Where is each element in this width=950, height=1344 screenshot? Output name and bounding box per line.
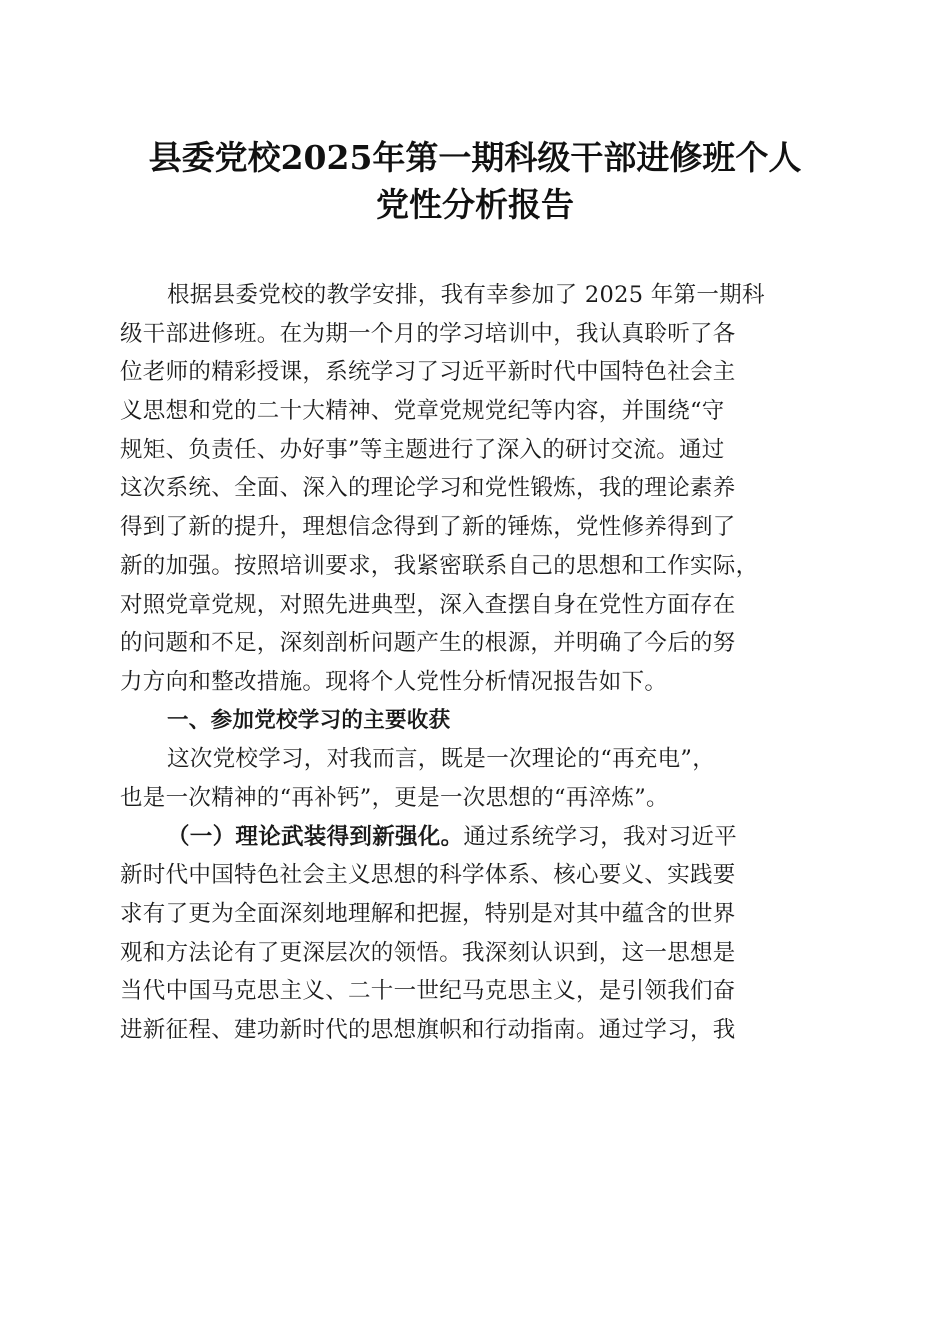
document-title (100, 134, 850, 228)
body-line: 位老师的精彩授课，系统学习了习近平新时代中国特色社会主 (120, 359, 736, 386)
subsection-first-line-text: 通过系统学习，我对习近平 (463, 823, 738, 850)
body-line: 的问题和不足，深刻剖析问题产生的根源，并明确了今后的努 (120, 630, 736, 657)
body-line: 当代中国马克思主义、二十一世纪马克思主义，是引领我们奋 (120, 978, 736, 1005)
body-line: 这次系统、全面、深入的理论学习和党性锻炼，我的理论素养 (120, 475, 736, 502)
body-line: 力方向和整改措施。现将个人党性分析情况报告如下。 (120, 668, 668, 695)
body-line: 这次党校学习，对我而言，既是一次理论的“再充电”， (167, 746, 716, 773)
body-line: 观和方法论有了更深层次的领悟。我深刻认识到，这一思想是 (120, 939, 736, 966)
subsection-heading: （一）理论武装得到新强化。 (167, 823, 464, 850)
body-line: 级干部进修班。在为期一个月的学习培训中，我认真聆听了各 (120, 320, 736, 347)
title-line-1: 县委党校2025年第一期科级干部进修班个人 (148, 138, 802, 177)
body-line: 也是一次精神的“再补钙”，更是一次思想的“再淬炼”。 (120, 784, 669, 811)
body-line: 得到了新的提升，理想信念得到了新的锤炼，党性修养得到了 (120, 514, 736, 541)
document-body (120, 276, 828, 1050)
body-line: 新的加强。按照培训要求，我紧密联系自己的思想和工作实际， (120, 552, 759, 579)
body-line: 对照党章党规，对照先进典型，深入查摆自身在党性方面存在 (120, 591, 736, 618)
body-line: 义思想和党的二十大精神、党章党规党纪等内容，并围绕“守 (120, 398, 725, 425)
section-heading: 一、参加党校学习的主要收获 (167, 707, 451, 733)
body-line: 新时代中国特色社会主义思想的科学体系、核心要义、实践要 (120, 862, 736, 889)
body-line: 根据县委党校的教学安排，我有幸参加了 2025 年第一期科 (167, 282, 765, 308)
body-line: 规矩、负责任、办好事”等主题进行了深入的研讨交流。通过 (120, 436, 725, 463)
body-line: 进新征程、建功新时代的思想旗帜和行动指南。通过学习，我 (120, 1017, 736, 1044)
title-line-2: 党性分析报告 (376, 185, 574, 224)
body-line: 求有了更为全面深刻地理解和把握，特别是对其中蕴含的世界 (120, 901, 736, 927)
subsection-first-line (120, 818, 828, 857)
